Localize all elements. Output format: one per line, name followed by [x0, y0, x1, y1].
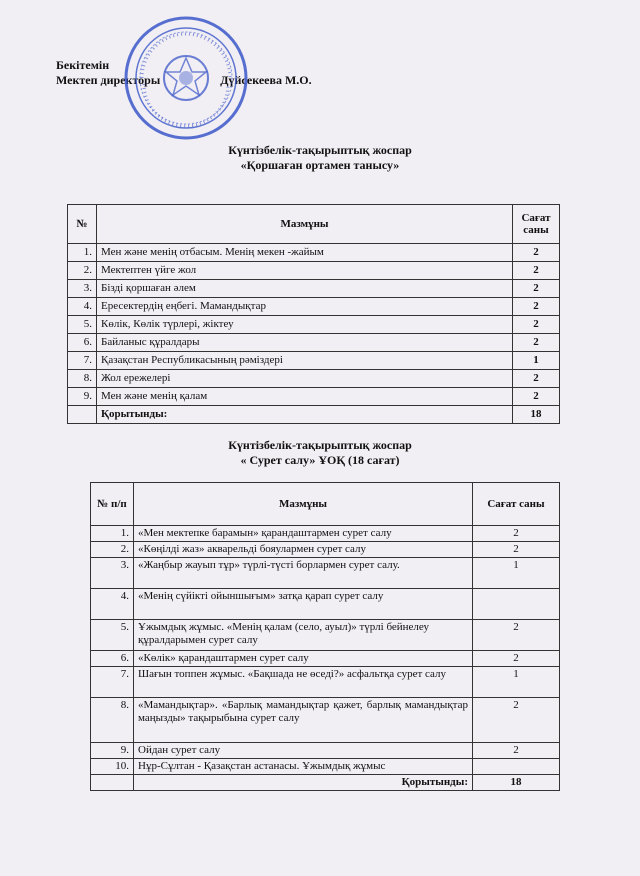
plan2-title: Күнтізбелік-тақырыптық жоспар « Сурет салу» ҰОҚ (18 сағат): [228, 438, 412, 467]
plan2-table: [90, 482, 560, 791]
table-row: 2. «Көңілді жаз» акварельді бояулармен сурет салу 2: [91, 542, 560, 558]
approve-title: Бекітемін: [56, 58, 110, 72]
table-total-row: Қорытынды: 18: [68, 406, 560, 424]
table-row: 6. «Көлік» қарандаштармен сурет салу 2: [91, 651, 560, 667]
plan1-table: [67, 204, 560, 424]
plan1-title: Күнтізбелік-тақырыптық жоспар «Қоршаған ортамен танысу»: [228, 143, 412, 172]
table-row: 9. Ойдан сурет салу 2: [91, 743, 560, 759]
table-row: 4. «Менің сүйікті ойыншығым» затқа қарап сурет салу: [91, 589, 560, 620]
table-row: 2. Мектептен үйге жол 2: [68, 262, 560, 280]
table-row: 7. Шағын топпен жұмыс. «Бақшада не өседі?» асфальтқа сурет салу 1: [91, 667, 560, 698]
table-row: 8. «Мамандықтар». «Барлық мамандықтар қажет, барлық мамандықтар маңызды» тақырыбына сурет салу 2: [91, 698, 560, 743]
table-row: 3. Бізді қоршаған әлем 2: [68, 280, 560, 298]
table-row: 5. Ұжымдық жұмыс. «Менің қалам (село, ауыл)» түрлі бейнелеу құралдарымен сурет салу 2: [91, 620, 560, 651]
table-row: 4. Ересектердің еңбегі. Мамандықтар 2: [68, 298, 560, 316]
table-row: 9. Мен және менің қалам 2: [68, 388, 560, 406]
table-row: 1. «Мен мектепке барамын» қарандаштармен сурет салу 2: [91, 526, 560, 542]
table-row: 3. «Жаңбыр жауып тұр» түрлі-түсті борлармен сурет салу. 1: [91, 558, 560, 589]
school-seal-stamp: [122, 14, 250, 142]
table-header-row: № п/п Мазмұны Сағат саны: [91, 483, 560, 526]
table-row: 8. Жол ережелері 2: [68, 370, 560, 388]
table-row: 5. Көлік, Көлік түрлері, жіктеу 2: [68, 316, 560, 334]
table-total-row: Қорытынды: 18: [91, 775, 560, 791]
director-name: Дүйсекеева М.О.: [220, 73, 312, 87]
table-row: 7. Қазақстан Республикасының рәміздері 1: [68, 352, 560, 370]
table-header-row: № Мазмұны Сағат саны: [68, 205, 560, 244]
table-row: 6. Байланыс құралдары 2: [68, 334, 560, 352]
table-row: 1. Мен және менің отбасым. Менің мекен -жайым 2: [68, 244, 560, 262]
table-row: 10. Нұр-Сұлтан - Қазақстан астанасы. Ұжымдық жұмыс: [91, 759, 560, 775]
director-label: Мектеп директоры: [56, 73, 161, 87]
